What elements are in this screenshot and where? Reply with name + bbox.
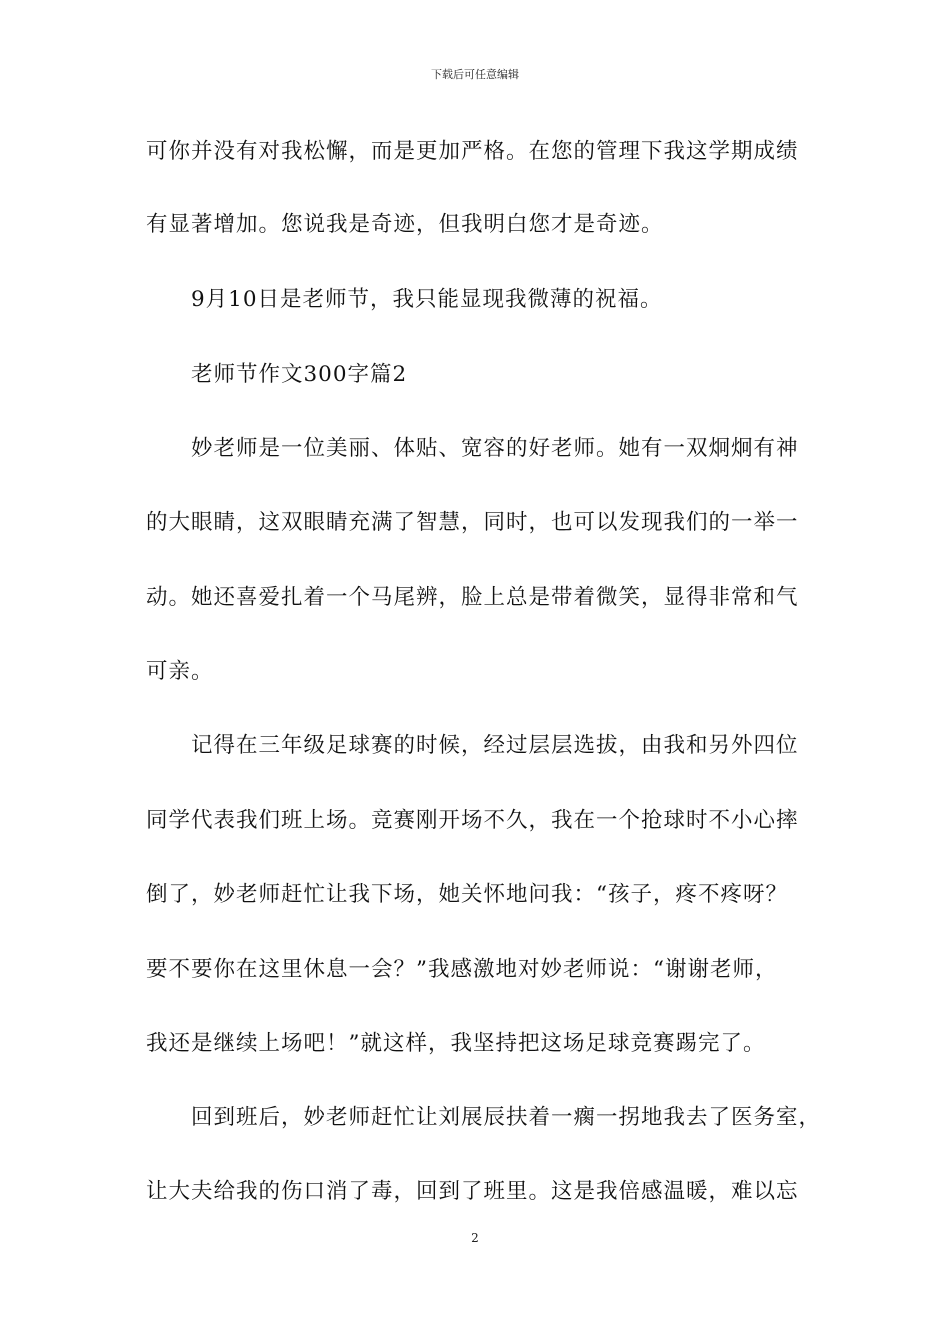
- page-number: 2: [471, 1231, 479, 1245]
- text-line: 9月10日是老师节，我只能显现我微薄的祝福。: [191, 287, 663, 312]
- text-line: 要不要你在这里休息一会？”我感激地对妙老师说：“谢谢老师，: [146, 957, 778, 982]
- text-line: 让大夫给我的伤口消了毒，回到了班里。这是我倍感温暖，难以忘: [146, 1179, 799, 1204]
- text-line: 妙老师是一位美丽、体贴、宽容的好老师。她有一双炯炯有神: [191, 436, 799, 461]
- text-line: 的大眼睛，这双眼睛充满了智慧，同时，也可以发现我们的一举一: [146, 510, 799, 535]
- text-line: 记得在三年级足球赛的时候，经过层层选拔，由我和另外四位: [191, 733, 799, 758]
- text-line: 可你并没有对我松懈，而是更加严格。在您的管理下我这学期成绩: [146, 139, 799, 164]
- text-line: 可亲。: [146, 659, 214, 684]
- page-header-note: 下载后可任意编辑: [431, 68, 519, 81]
- text-line: 同学代表我们班上场。竞赛刚开场不久，我在一个抢球时不小心摔: [146, 808, 799, 833]
- text-line: 有显著增加。您说我是奇迹，但我明白您才是奇迹。: [146, 212, 664, 237]
- text-line: 倒了，妙老师赶忙让我下场，她关怀地问我：“孩子，疼不疼呀？: [146, 882, 788, 907]
- text-line: 我还是继续上场吧！”就这样，我坚持把这场足球竞赛踢完了。: [146, 1031, 766, 1056]
- text-line: 动。她还喜爱扎着一个马尾辨，脸上总是带着微笑，显得非常和气: [146, 585, 799, 610]
- text-line: 回到班后，妙老师赶忙让刘展辰扶着一瘸一拐地我去了医务室，: [191, 1105, 822, 1130]
- section-heading: 老师节作文300字篇2: [191, 362, 408, 387]
